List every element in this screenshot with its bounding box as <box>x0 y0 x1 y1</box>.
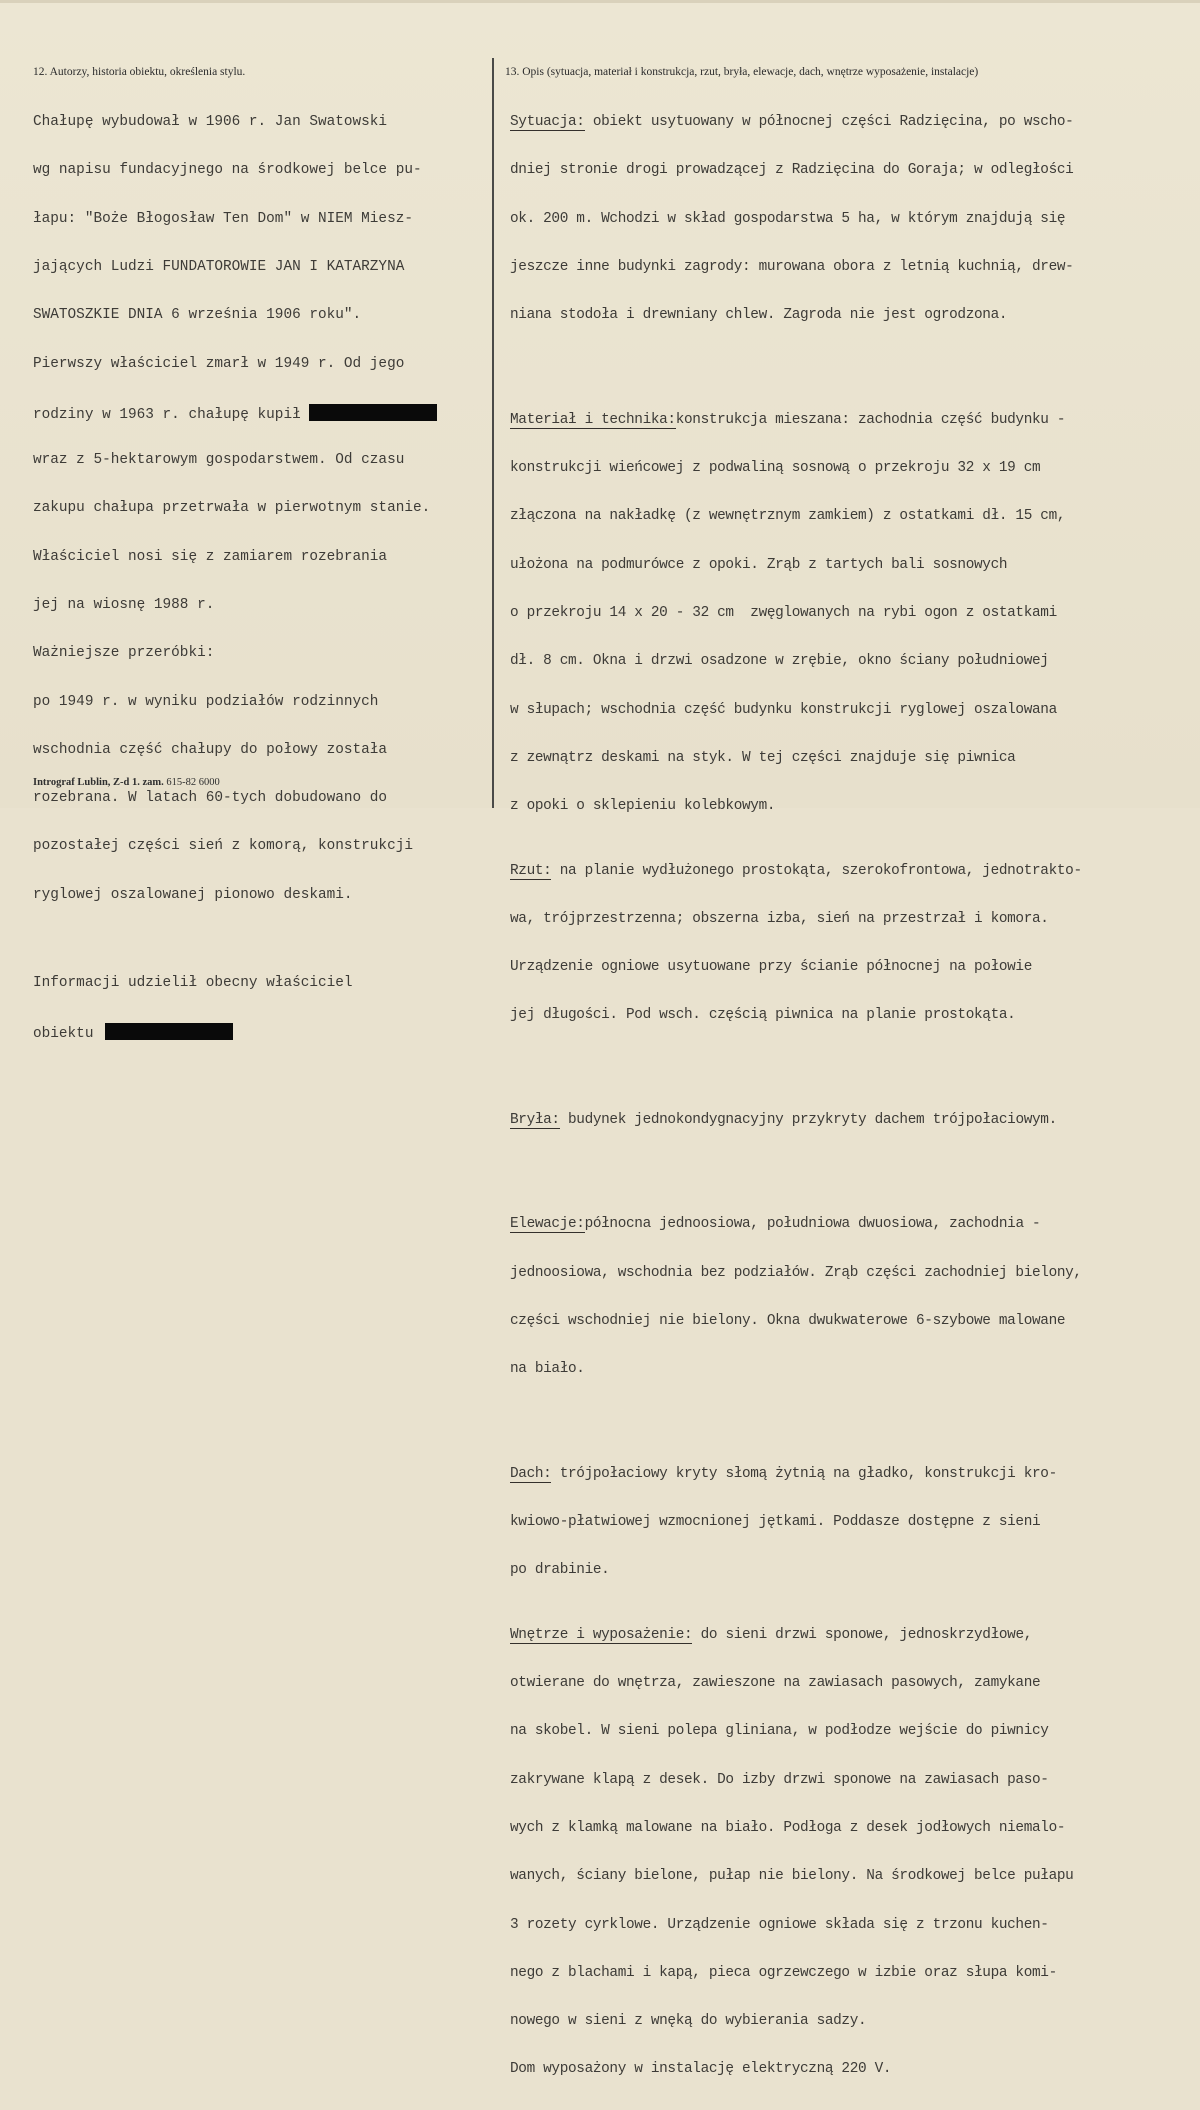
label-rzut: Rzut: <box>510 862 552 879</box>
history-text <box>33 82 437 1072</box>
card-top-edge <box>0 0 1200 3</box>
wnetrze-line: nowego w sieni z wnęką do wybierania sadzy. <box>510 2013 867 2030</box>
section-12-heading: 12. Autorzy, historia obiektu, określenia stylu. <box>33 66 246 78</box>
rzut-line: wa, trójprzestrzenna; obszerna izba, sień na przestrzał i komora. <box>510 910 1049 927</box>
label-material: Materiał i technika: <box>510 411 676 428</box>
history-line: Chałupę wybudował w 1906 r. Jan Swatowski <box>33 114 388 131</box>
dach-text: trójpołaciowy kryty słomą żytnią na gładko, konstrukcji kro- <box>551 1465 1057 1482</box>
dach-line: po drabinie. <box>510 1562 610 1579</box>
elewacje-line: jednoosiowa, wschodnia bez podziałów. Zrąb części zachodniej bielony, <box>510 1264 1082 1281</box>
wnetrze-line: wanych, ściany bielone, pułap nie bielony. Na środkowej belce pułapu <box>510 1868 1074 1885</box>
material-line: z zewnątrz deskami na styk. W tej części znajduje się piwnica <box>510 749 1016 766</box>
label-wnetrze: Wnętrze i wyposażenie: <box>510 1626 693 1643</box>
material-line: ułożona na podmurówce z opoki. Zrąb z tartych bali sosnowych <box>510 556 1008 573</box>
description-text <box>510 82 1082 2110</box>
wnetrze-line: Dom wyposażony w instalację elektryczną 220 V. <box>510 2061 892 2078</box>
dach-line: kwiowo-płatwiowej wzmocnionej jętkami. Poddasze dostępne z sieni <box>510 1514 1041 1531</box>
label-dach: Dach: <box>510 1465 552 1482</box>
material-line: konstrukcji wieńcowej z podwaliną sosnową o przekroju 32 x 19 cm <box>510 460 1041 477</box>
history-line: zakupu chałupa przetrwała w pierwotnym stanie. <box>33 500 431 517</box>
material-line: o przekroju 14 x 20 - 32 cm zwęglowanych na rybi ogon z ostatkami <box>510 605 1057 621</box>
material-line: złączona na nakładkę (z wewnętrznym zamkiem) z ostatkami dł. 15 cm, <box>510 508 1066 525</box>
history-line: Ważniejsze przeróbki: <box>33 645 215 662</box>
history-line: wg napisu fundacyjnego na środkowej belce pu- <box>33 162 422 179</box>
informant-line: obiektu <box>33 1026 94 1043</box>
material-line: dł. 8 cm. Okna i drzwi osadzone w zrębie, okno ściany południowej <box>510 653 1049 670</box>
redaction-bar <box>105 1023 233 1040</box>
history-line: po 1949 r. w wyniku podziałów rodzinnych <box>33 693 379 710</box>
wnetrze-line: na skobel. W sieni polepa gliniana, w podłodze wejście do piwnicy <box>510 1723 1049 1740</box>
history-line: pozostałej części sień z komorą, konstrukcji <box>33 838 413 855</box>
bryla-text: budynek jednokondygnacyjny przykryty dachem trójpołaciowym. <box>559 1111 1057 1128</box>
elewacje-text: północna jednoosiowa, południowa dwuosiowa, zachodnia - <box>584 1216 1041 1233</box>
material-line: w słupach; wschodnia część budynku konstrukcji ryglowej oszalowana <box>510 701 1057 718</box>
printer-name: Intrograf Lublin, Z-d 1. zam. <box>33 777 164 788</box>
history-line: łapu: "Boże Błogosław Ten Dom" w NIEM Miesz- <box>33 210 413 227</box>
label-bryla: Bryła: <box>510 1111 560 1128</box>
label-sytuacja: Sytuacja: <box>510 114 585 131</box>
history-line: rodziny w 1963 r. chałupę kupił <box>33 406 301 423</box>
redaction-bar <box>309 404 437 421</box>
history-line: ryglowej oszalowanej pionowo deskami. <box>33 886 353 903</box>
material-line: z opoki o sklepieniu kolebkowym. <box>510 798 776 815</box>
history-line: SWATOSZKIE DNIA 6 września 1906 roku". <box>33 307 362 324</box>
history-line: Właściciel nosi się z zamiarem rozebrania <box>33 548 388 565</box>
label-elewacje: Elewacje: <box>510 1216 585 1233</box>
wnetrze-line: wych z klamką malowane na biało. Podłoga z desek jodłowych niemalo- <box>510 1819 1066 1836</box>
rzut-text: na planie wydłużonego prostokąta, szerokofrontowa, jednotrakto- <box>551 862 1082 879</box>
elewacje-line: na biało. <box>510 1361 585 1378</box>
history-line: rozebrana. W latach 60-tych dobudowano do <box>33 790 388 807</box>
sytuacja-line: ok. 200 m. Wchodzi w skład gospodarstwa 5 ha, w którym znajdują się <box>510 210 1066 227</box>
sytuacja-line: niana stodoła i drewniany chlew. Zagroda nie jest ogrodzona. <box>510 307 1008 324</box>
sytuacja-line: dniej stronie drogi prowadzącej z Radzięcina do Goraja; w odległości <box>510 162 1074 179</box>
wnetrze-line: zakrywane klapą z desek. Do izby drzwi sponowe na zawiasach paso- <box>510 1771 1049 1788</box>
sytuacja-text: obiekt usytuowany w północnej części Radzięcina, po wscho- <box>584 114 1074 131</box>
sytuacja-line: jeszcze inne budynki zagrody: murowana obora z letnią kuchnią, drew- <box>510 259 1074 276</box>
rzut-line: Urządzenie ogniowe usytuowane przy ścianie północnej na połowie <box>510 959 1033 976</box>
wnetrze-text: do sieni drzwi sponowe, jednoskrzydłowe, <box>692 1626 1033 1643</box>
column-divider <box>492 58 494 808</box>
printer-imprint <box>33 777 220 788</box>
printer-order-number: 615-82 6000 <box>166 777 220 788</box>
history-line: jających Ludzi FUNDATOROWIE JAN I KATARZYNA <box>33 259 405 276</box>
elewacje-line: części wschodniej nie bielony. Okna dwukwaterowe 6-szybowe malowane <box>510 1313 1066 1330</box>
history-line: Pierwszy właściciel zmarł w 1949 r. Od jego <box>33 355 405 372</box>
material-text: konstrukcja mieszana: zachodnia część budynku - <box>675 411 1066 428</box>
history-line: wraz z 5-hektarowym gospodarstwem. Od czasu <box>33 452 405 469</box>
rzut-line: jej długości. Pod wsch. częścią piwnica na planie prostokąta. <box>510 1007 1016 1024</box>
wnetrze-line: 3 rozety cyrklowe. Urządzenie ogniowe składa się z trzonu kuchen- <box>510 1916 1049 1933</box>
history-line: wschodnia część chałupy do połowy została <box>33 741 388 758</box>
section-13-heading: 13. Opis (sytuacja, materiał i konstrukcja, rzut, bryła, elewacje, dach, wnętrze wyposażenie, instalacje) <box>505 66 979 78</box>
wnetrze-line: otwierane do wnętrza, zawieszone na zawiasach pasowych, zamykane <box>510 1675 1041 1692</box>
informant-line: Informacji udzielił obecny właściciel <box>33 975 353 992</box>
wnetrze-line: nego z blachami i kapą, pieca ogrzewczego w izbie oraz słupa komi- <box>510 1964 1057 1981</box>
history-line: jej na wiosnę 1988 r. <box>33 597 215 613</box>
